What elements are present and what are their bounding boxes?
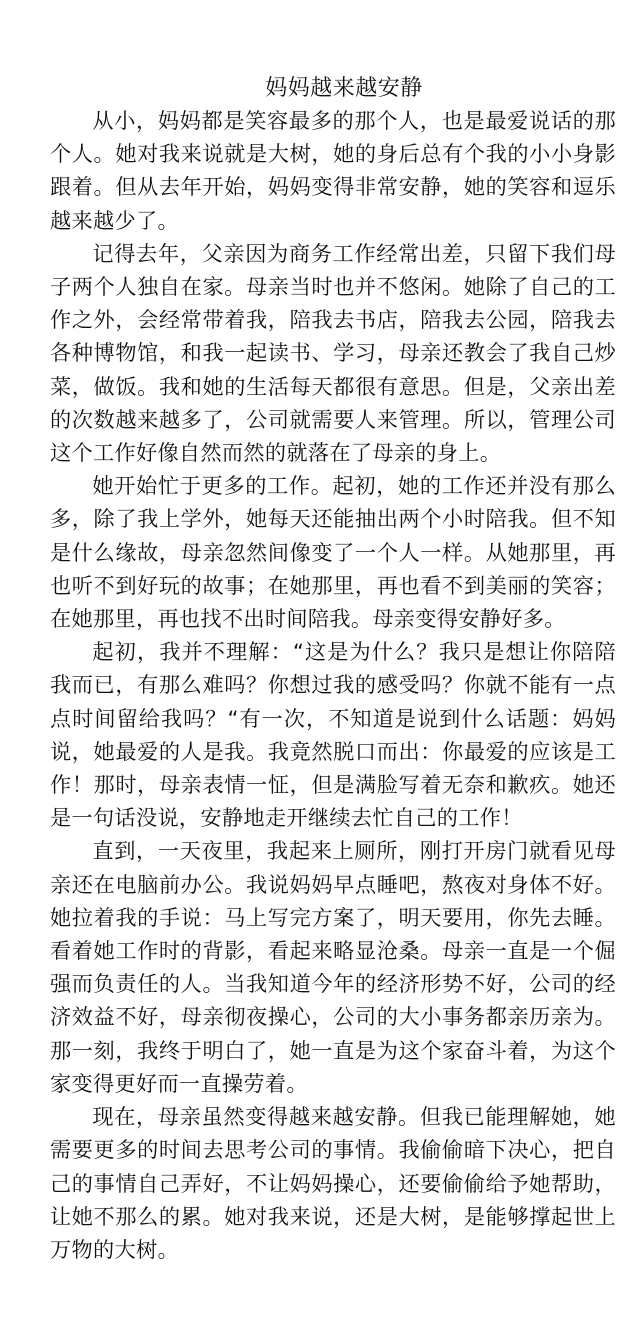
essay-paragraph-6: 现在，母亲虽然变得越来越安静。但我已能理解她，她需要更多的时间去思考公司的事情。我偷偷暗下决心，把自己的事情自己弄好，不让妈妈操心，还要偷偷给予她帮助，让她不那么的累。她对我来说，还是大树，是能够撑起世上万物的大树。 — [50, 1104, 616, 1262]
essay-paragraph-3: 她开始忙于更多的工作。起初，她的工作还并没有那么多，除了我上学外，她每天还能抽出两个小时陪我。但不知是什么缘故，母亲忽然间像变了一个人一样。从她那里，再也听不到好玩的故事；在她那里，再也看不到美丽的笑容；在她那里，再也找不出时间陪我。母亲变得安静好多。 — [50, 473, 616, 632]
essay-paragraph-2: 记得去年，父亲因为商务工作经常出差，只留下我们母子两个人独自在家。母亲当时也并不悠闲。她除了自己的工作之外，会经常带着我，陪我去书店，陪我去公园，陪我去各种博物馆，和我一起读书、学习，母亲还教会了我自己炒菜，做饭。我和她的生活每天都很有意思。但是，父亲出差的次数越来越多了，公司就需要人来管理。所以，管理公司这个工作好像自然而然的就落在了母亲的身上。 — [50, 240, 616, 466]
essay-paragraph-1: 从小，妈妈都是笑容最多的那个人，也是最爱说话的那个人。她对我来说就是大树，她的身后总有个我的小小身影跟着。但从去年开始，妈妈变得非常安静，她的笑容和逗乐越来越少了。 — [50, 108, 616, 233]
essay-title: 妈妈越来越安静 — [265, 76, 423, 101]
essay-paragraph-4: 起初，我并不理解：“这是为什么？我只是想让你陪陪我而已，有那么难吗？你想过我的感受吗？你就不能有一点点时间留给我吗？“有一次，不知道是说到什么话题：妈妈说，她最爱的人是我。我竟然脱口而出：你最爱的应该是工作！那时，母亲表情一怔，但是满脸写着无奈和歉疚。她还是一句话没说，安静地走开继续去忙自己的工作！ — [50, 639, 616, 831]
essay-paragraph-5: 直到，一天夜里，我起来上厕所，刚打开房门就看见母亲还在电脑前办公。我说妈妈早点睡吧，熬夜对身体不好。她拉着我的手说：马上写完方案了，明天要用，你先去睡。看着她工作时的背影，看起来略显沧桑。母亲一直是一个倔强而负责任的人。当我知道今年的经济形势不好，公司的经济效益不好，母亲彻夜操心，公司的大小事务都亲历亲为。那一刻，我终于明白了，她一直是为这个家奋斗着，为这个家变得更好而一直操劳着。 — [50, 838, 616, 1096]
